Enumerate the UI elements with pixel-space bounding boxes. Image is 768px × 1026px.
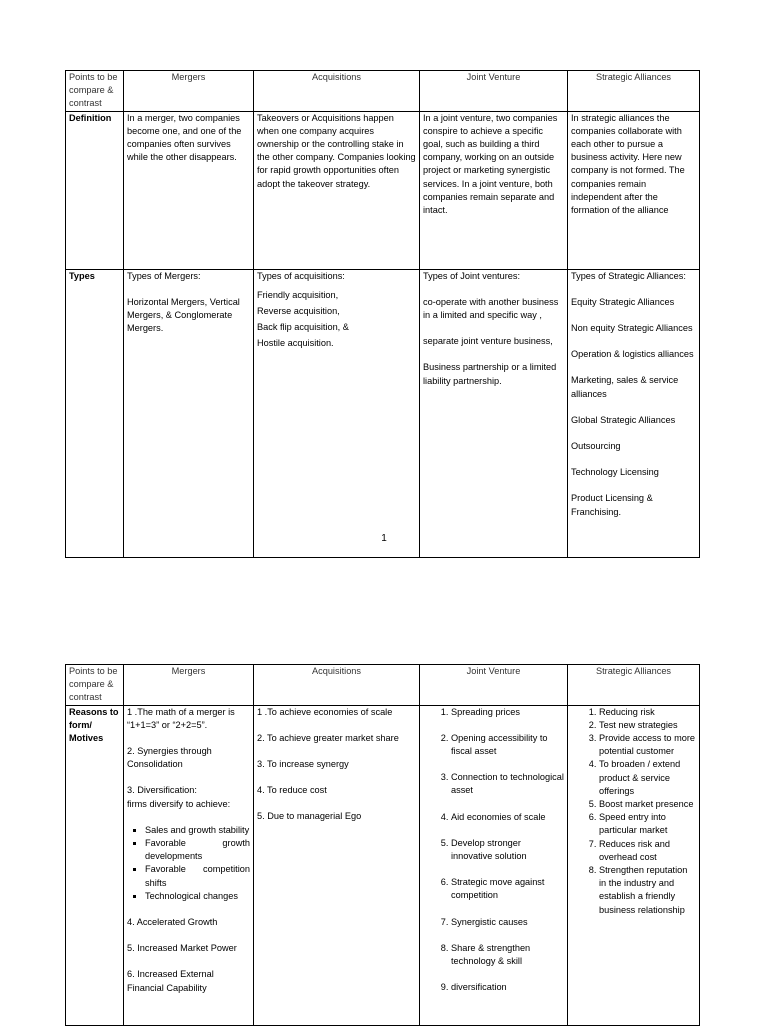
table-header-row <box>66 665 700 706</box>
list-item: 2. Opening accessibility to fiscal asset <box>451 732 564 758</box>
cell-definition-mergers: In a merger, two companies become one, and one of the companies often survives while the other disappears. <box>124 111 254 269</box>
header-points: Points to be compare & contrast <box>66 71 124 112</box>
header-acquisitions: Acquisitions <box>254 71 420 112</box>
text-line: 4. Accelerated Growth <box>127 917 218 928</box>
header-strategic-alliances: Strategic Alliances <box>568 71 700 112</box>
list-item: 4. To broaden / extend product & service offerings <box>599 758 696 798</box>
joint-venture-reasons-list <box>423 706 564 995</box>
text-line: Outsourcing <box>571 441 621 452</box>
header-mergers: Mergers <box>124 71 254 112</box>
list-item: 6. Speed entry into particular market <box>599 811 696 837</box>
strategic-alliances-reasons-list <box>571 706 696 917</box>
header-joint-venture: Joint Venture <box>420 71 568 112</box>
diversification-bullets <box>127 824 250 903</box>
text-line: 5. Increased Market Power <box>127 943 237 954</box>
list-item: ▪ Favorable competition shifts <box>145 863 250 889</box>
list-item: 3. Provide access to more potential customer <box>599 732 696 758</box>
cell-types-acquisitions <box>254 269 420 557</box>
text-line: Global Strategic Alliances <box>571 414 676 425</box>
cell-reasons-strategic-alliances <box>568 705 700 1025</box>
comparison-table-reasons <box>65 664 700 1026</box>
list-item: 9. diversification <box>451 981 564 994</box>
text-line: 3. To increase synergy <box>257 759 349 770</box>
cell-reasons-mergers <box>124 705 254 1025</box>
table-header-row <box>66 71 700 112</box>
cell-reasons-acquisitions <box>254 705 420 1025</box>
cell-reasons-joint-venture <box>420 705 568 1025</box>
table-row-reasons <box>66 705 700 1025</box>
page-number: 1 <box>381 533 387 544</box>
header-acquisitions: Acquisitions <box>254 665 420 706</box>
text-line: Business partnership or a limited liability partnership. <box>423 362 557 386</box>
table-row-definition <box>66 111 700 269</box>
list-item: ▪ Favorable growth developments <box>145 837 250 863</box>
text-line: 1 .To achieve economies of scale <box>257 706 393 717</box>
cell-types-joint-venture <box>420 269 568 557</box>
text-line: Hostile acquisition. <box>257 338 334 349</box>
list-item: 1. Reducing risk <box>599 706 696 719</box>
list-item: 7. Synergistic causes <box>451 916 564 929</box>
text-line: 2. To achieve greater market share <box>257 732 399 743</box>
header-mergers: Mergers <box>124 665 254 706</box>
text-line: Product Licensing & Franchising. <box>571 493 653 517</box>
text-line: Types of Mergers: <box>127 270 201 281</box>
header-points: Points to be compare & contrast <box>66 665 124 706</box>
list-item: ▪ Technological changes <box>145 890 250 903</box>
text-line: separate joint venture business, <box>423 336 553 347</box>
cell-definition-acquisitions: Takeovers or Acquisitions happen when one company acquires ownership or the controlling stake in the other company. Companies looking for rapid growth opportunities often adopt the takeover strategy. <box>254 111 420 269</box>
text-line: Horizontal Mergers, Vertical Mergers, & Conglomerate Mergers. <box>127 296 240 334</box>
text-line: Non equity Strategic Alliances <box>571 323 693 334</box>
text-line: 5. Due to managerial Ego <box>257 811 362 822</box>
list-item: 4. Aid economies of scale <box>451 811 564 824</box>
text-line: Types of acquisitions: <box>257 270 345 281</box>
list-item: 7. Reduces risk and overhead cost <box>599 838 696 864</box>
text-line: Types of Strategic Alliances: <box>571 270 686 281</box>
list-item: ▪ Sales and growth stability <box>145 824 250 837</box>
text-line: Friendly acquisition, <box>257 289 339 300</box>
text-line: Reverse acquisition, <box>257 306 340 317</box>
text-line: 3. Diversification: <box>127 785 197 796</box>
list-item: 6. Strategic move against competition <box>451 876 564 902</box>
text-line: Equity Strategic Alliances <box>571 296 675 307</box>
list-item: 8. Share & strengthen technology & skill <box>451 942 564 968</box>
text-line: Operation & logistics alliances <box>571 349 694 360</box>
list-item: 5. Boost market presence <box>599 798 696 811</box>
cell-types-mergers <box>124 269 254 557</box>
text-line: firms diversify to achieve: <box>127 798 231 809</box>
text-line: Back flip acquisition, & <box>257 322 349 333</box>
list-item: 2. Test new strategies <box>599 719 696 732</box>
table-row-types <box>66 269 700 557</box>
text-line: 1 .The math of a merger is “1+1=3” or “2+2=5”. <box>127 706 235 730</box>
text-line: 6. Increased External Financial Capability <box>127 969 214 993</box>
header-joint-venture: Joint Venture <box>420 665 568 706</box>
list-item: 1. Spreading prices <box>451 706 564 719</box>
list-item: 3. Connection to technological asset <box>451 771 564 797</box>
cell-types-strategic-alliances <box>568 269 700 557</box>
cell-definition-joint-venture: In a joint venture, two companies conspire to achieve a specific goal, such as building a third company, working on an outside project or marketing synergistic services. In a joint venture, both companies remain separate and intact. <box>420 111 568 269</box>
text-line: Technology Licensing <box>571 467 659 478</box>
row-label-definition: Definition <box>66 111 124 269</box>
text-line: Types of Joint ventures: <box>423 270 521 281</box>
text-line: Marketing, sales & service alliances <box>571 375 679 399</box>
comparison-table-definitions-types <box>65 70 700 558</box>
text-line: 2. Synergies through Consolidation <box>127 746 212 770</box>
cell-definition-strategic-alliances: In strategic alliances the companies collaborate with each other to pursue a business activity. Here new company is not formed. The companies remain independent after the formation of the alliance <box>568 111 700 269</box>
row-label-reasons: Reasons to form/ Motives <box>66 705 124 1025</box>
list-item: 8. Strengthen reputation in the industry and establish a friendly business relationship <box>599 864 696 917</box>
text-line: 4. To reduce cost <box>257 785 327 796</box>
text-line: co-operate with another business in a limited and specific way , <box>423 296 559 321</box>
list-item: 5. Develop stronger innovative solution <box>451 837 564 863</box>
header-strategic-alliances: Strategic Alliances <box>568 665 700 706</box>
row-label-types: Types <box>66 269 124 557</box>
